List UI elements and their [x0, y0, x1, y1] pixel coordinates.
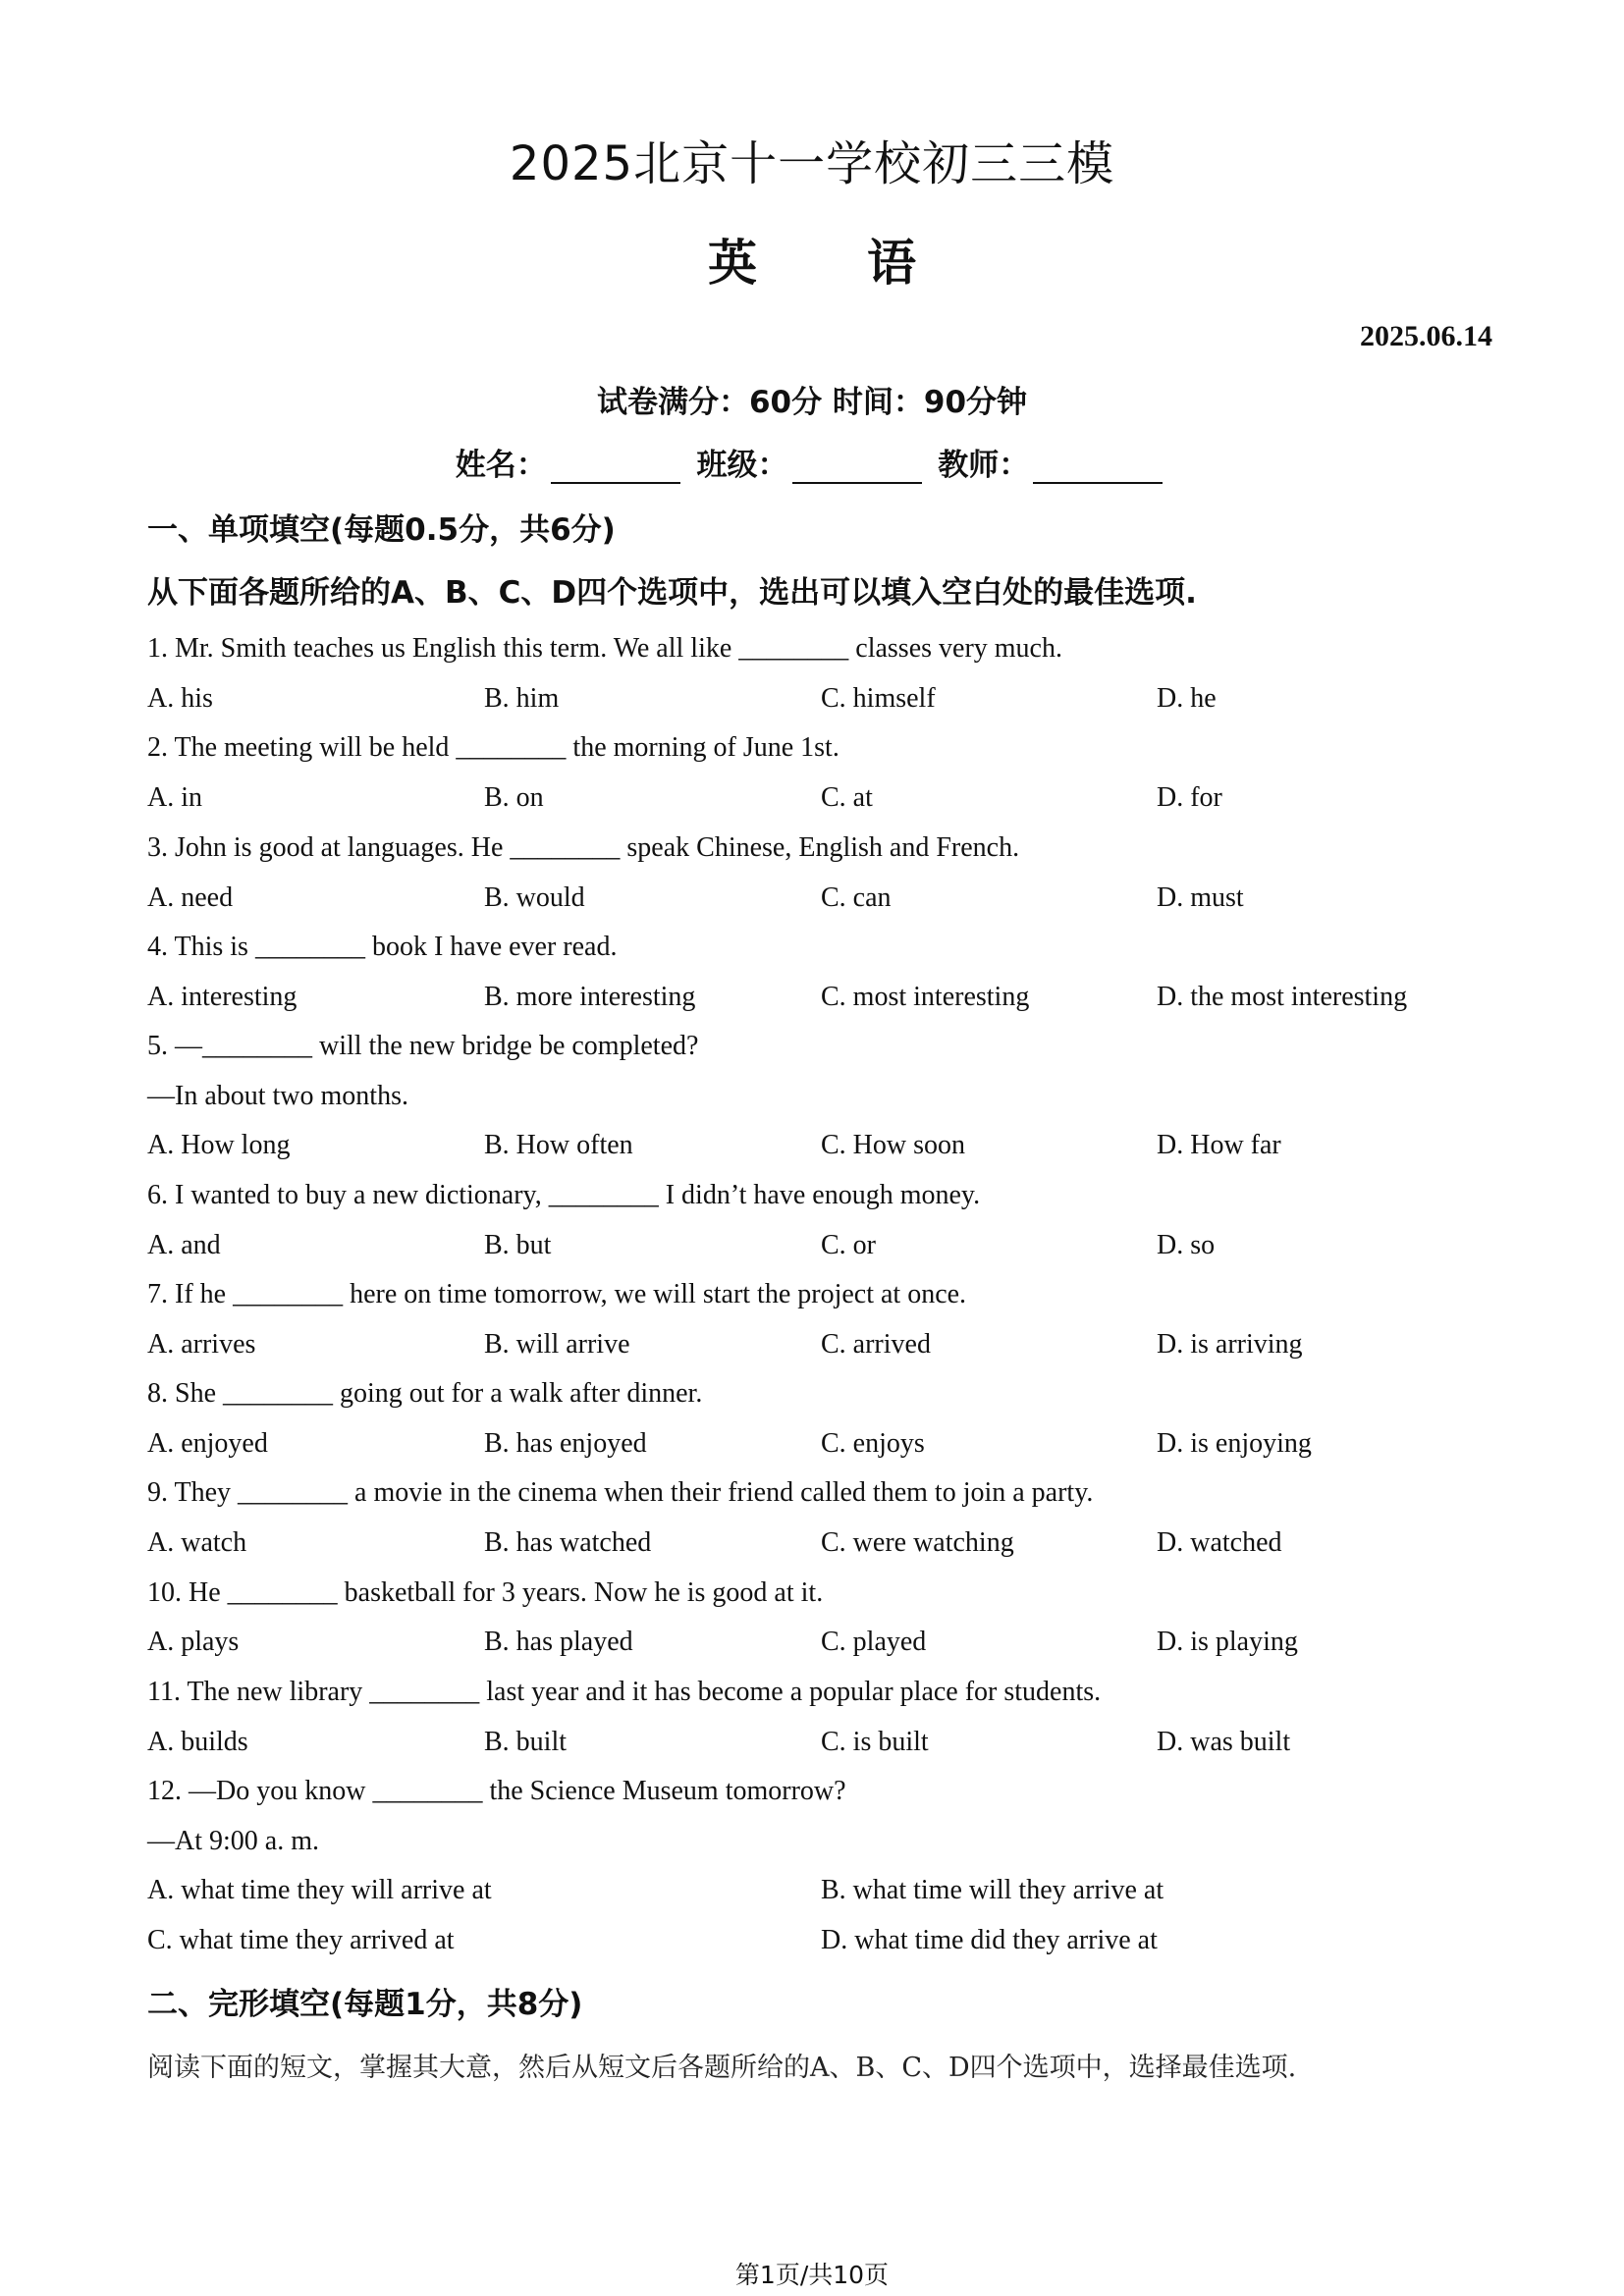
option-a[interactable]: A. what time they will arrive at — [147, 1875, 492, 1905]
option-a[interactable]: A. interesting — [147, 982, 298, 1012]
option-c[interactable]: C. at — [821, 782, 873, 813]
option-c[interactable]: C. enjoys — [821, 1428, 925, 1459]
option-b[interactable]: B. what time will they arrive at — [821, 1875, 1164, 1905]
question-stem: 9. They ________ a movie in the cinema when their friend called them to join a party. — [147, 1477, 1094, 1508]
option-d[interactable]: D. for — [1157, 782, 1222, 813]
option-d[interactable]: D. he — [1157, 683, 1217, 714]
question-stem: 7. If he ________ here on time tomorrow, we will start the project at once. — [147, 1279, 967, 1309]
option-b[interactable]: B. on — [484, 782, 544, 813]
option-d[interactable]: D. How far — [1157, 1130, 1281, 1160]
option-a[interactable]: A. watch — [147, 1527, 247, 1558]
option-b[interactable]: B. has enjoyed — [484, 1428, 647, 1459]
option-a[interactable]: A. and — [147, 1230, 221, 1260]
option-b[interactable]: B. but — [484, 1230, 552, 1260]
option-b[interactable]: B. would — [484, 882, 585, 913]
option-b[interactable]: B. built — [484, 1727, 568, 1757]
option-a[interactable]: A. in — [147, 782, 202, 813]
option-c[interactable]: C. most interesting — [821, 982, 1030, 1012]
option-c[interactable]: C. were watching — [821, 1527, 1014, 1558]
option-a[interactable]: A. How long — [147, 1130, 291, 1160]
question-stem: 2. The meeting will be held ________ the morning of June 1st. — [147, 732, 839, 763]
teacher-blank[interactable] — [1033, 451, 1163, 484]
class-blank[interactable] — [792, 451, 922, 484]
option-d[interactable]: D. so — [1157, 1230, 1216, 1260]
option-d[interactable]: D. is arriving — [1157, 1329, 1303, 1360]
option-b[interactable]: B. him — [484, 683, 560, 714]
section-1-instruction: 从下面各题所给的A、B、C、D四个选项中，选出可以填入空白处的最佳选项. — [147, 575, 1197, 611]
question-stem: 3. John is good at languages. He ________ speak Chinese, English and French. — [147, 832, 1020, 863]
section-1-heading: 一、单项填空(每题0.5分，共6分) — [147, 512, 616, 548]
option-b[interactable]: B. will arrive — [484, 1329, 630, 1360]
option-d[interactable]: D. what time did they arrive at — [821, 1925, 1158, 1955]
subject-char-1: 英 — [708, 235, 757, 292]
option-d[interactable]: D. was built — [1157, 1727, 1291, 1757]
option-d[interactable]: D. is playing — [1157, 1627, 1298, 1657]
option-c[interactable]: C. what time they arrived at — [147, 1925, 455, 1955]
student-info-line — [0, 440, 1624, 484]
name-label: 姓名： — [455, 448, 547, 483]
teacher-label: 教师： — [938, 448, 1030, 483]
question-stem: 6. I wanted to buy a new dictionary, ________ I didn’t have enough money. — [147, 1180, 981, 1210]
option-b[interactable]: B. has watched — [484, 1527, 652, 1558]
option-c[interactable]: C. played — [821, 1627, 927, 1657]
option-b[interactable]: B. more interesting — [484, 982, 696, 1012]
question-stem: 8. She ________ going out for a walk after dinner. — [147, 1378, 703, 1409]
name-blank[interactable] — [551, 451, 680, 484]
option-c[interactable]: C. arrived — [821, 1329, 931, 1360]
question-answer-line: —In about two months. — [147, 1081, 408, 1111]
question-answer-line: —At 9:00 a. m. — [147, 1826, 319, 1856]
option-a[interactable]: A. need — [147, 882, 234, 913]
option-d[interactable]: D. is enjoying — [1157, 1428, 1312, 1459]
exam-title: 2025北京十一学校初三三模 — [509, 136, 1115, 191]
option-c[interactable]: C. is built — [821, 1727, 929, 1757]
subject-title — [0, 224, 1624, 294]
subject-char-2: 语 — [867, 235, 916, 292]
question-stem: 11. The new library ________ last year and it has become a popular place for students. — [147, 1677, 1102, 1707]
option-b[interactable]: B. How often — [484, 1130, 633, 1160]
option-c[interactable]: C. or — [821, 1230, 876, 1260]
score-time-line: 试卷满分：60分 时间：90分钟 — [596, 385, 1028, 420]
class-label: 班级： — [696, 448, 788, 483]
exam-date: 2025.06.14 — [1360, 320, 1492, 352]
section-2-instruction: 阅读下面的短文，掌握其大意，然后从短文后各题所给的A、B、C、D四个选项中，选择最佳选项. — [147, 2053, 1297, 2083]
option-b[interactable]: B. has played — [484, 1627, 633, 1657]
page-footer: 第1页/共10页 — [734, 2261, 890, 2289]
question-stem: 1. Mr. Smith teaches us English this term. We all like ________ classes very much. — [147, 633, 1062, 664]
option-a[interactable]: A. his — [147, 683, 213, 714]
option-a[interactable]: A. plays — [147, 1627, 240, 1657]
option-c[interactable]: C. How soon — [821, 1130, 966, 1160]
option-d[interactable]: D. must — [1157, 882, 1244, 913]
option-a[interactable]: A. arrives — [147, 1329, 256, 1360]
option-d[interactable]: D. watched — [1157, 1527, 1282, 1558]
option-a[interactable]: A. builds — [147, 1727, 248, 1757]
question-stem: 10. He ________ basketball for 3 years. Now he is good at it. — [147, 1577, 824, 1608]
option-c[interactable]: C. himself — [821, 683, 936, 714]
option-d[interactable]: D. the most interesting — [1157, 982, 1408, 1012]
question-stem: 4. This is ________ book I have ever read. — [147, 932, 618, 962]
option-a[interactable]: A. enjoyed — [147, 1428, 268, 1459]
option-c[interactable]: C. can — [821, 882, 892, 913]
question-stem: 12. —Do you know ________ the Science Museum tomorrow? — [147, 1776, 846, 1806]
section-2-heading: 二、完形填空(每题1分，共8分) — [147, 1987, 583, 2022]
question-stem: 5. —________ will the new bridge be completed? — [147, 1031, 699, 1061]
